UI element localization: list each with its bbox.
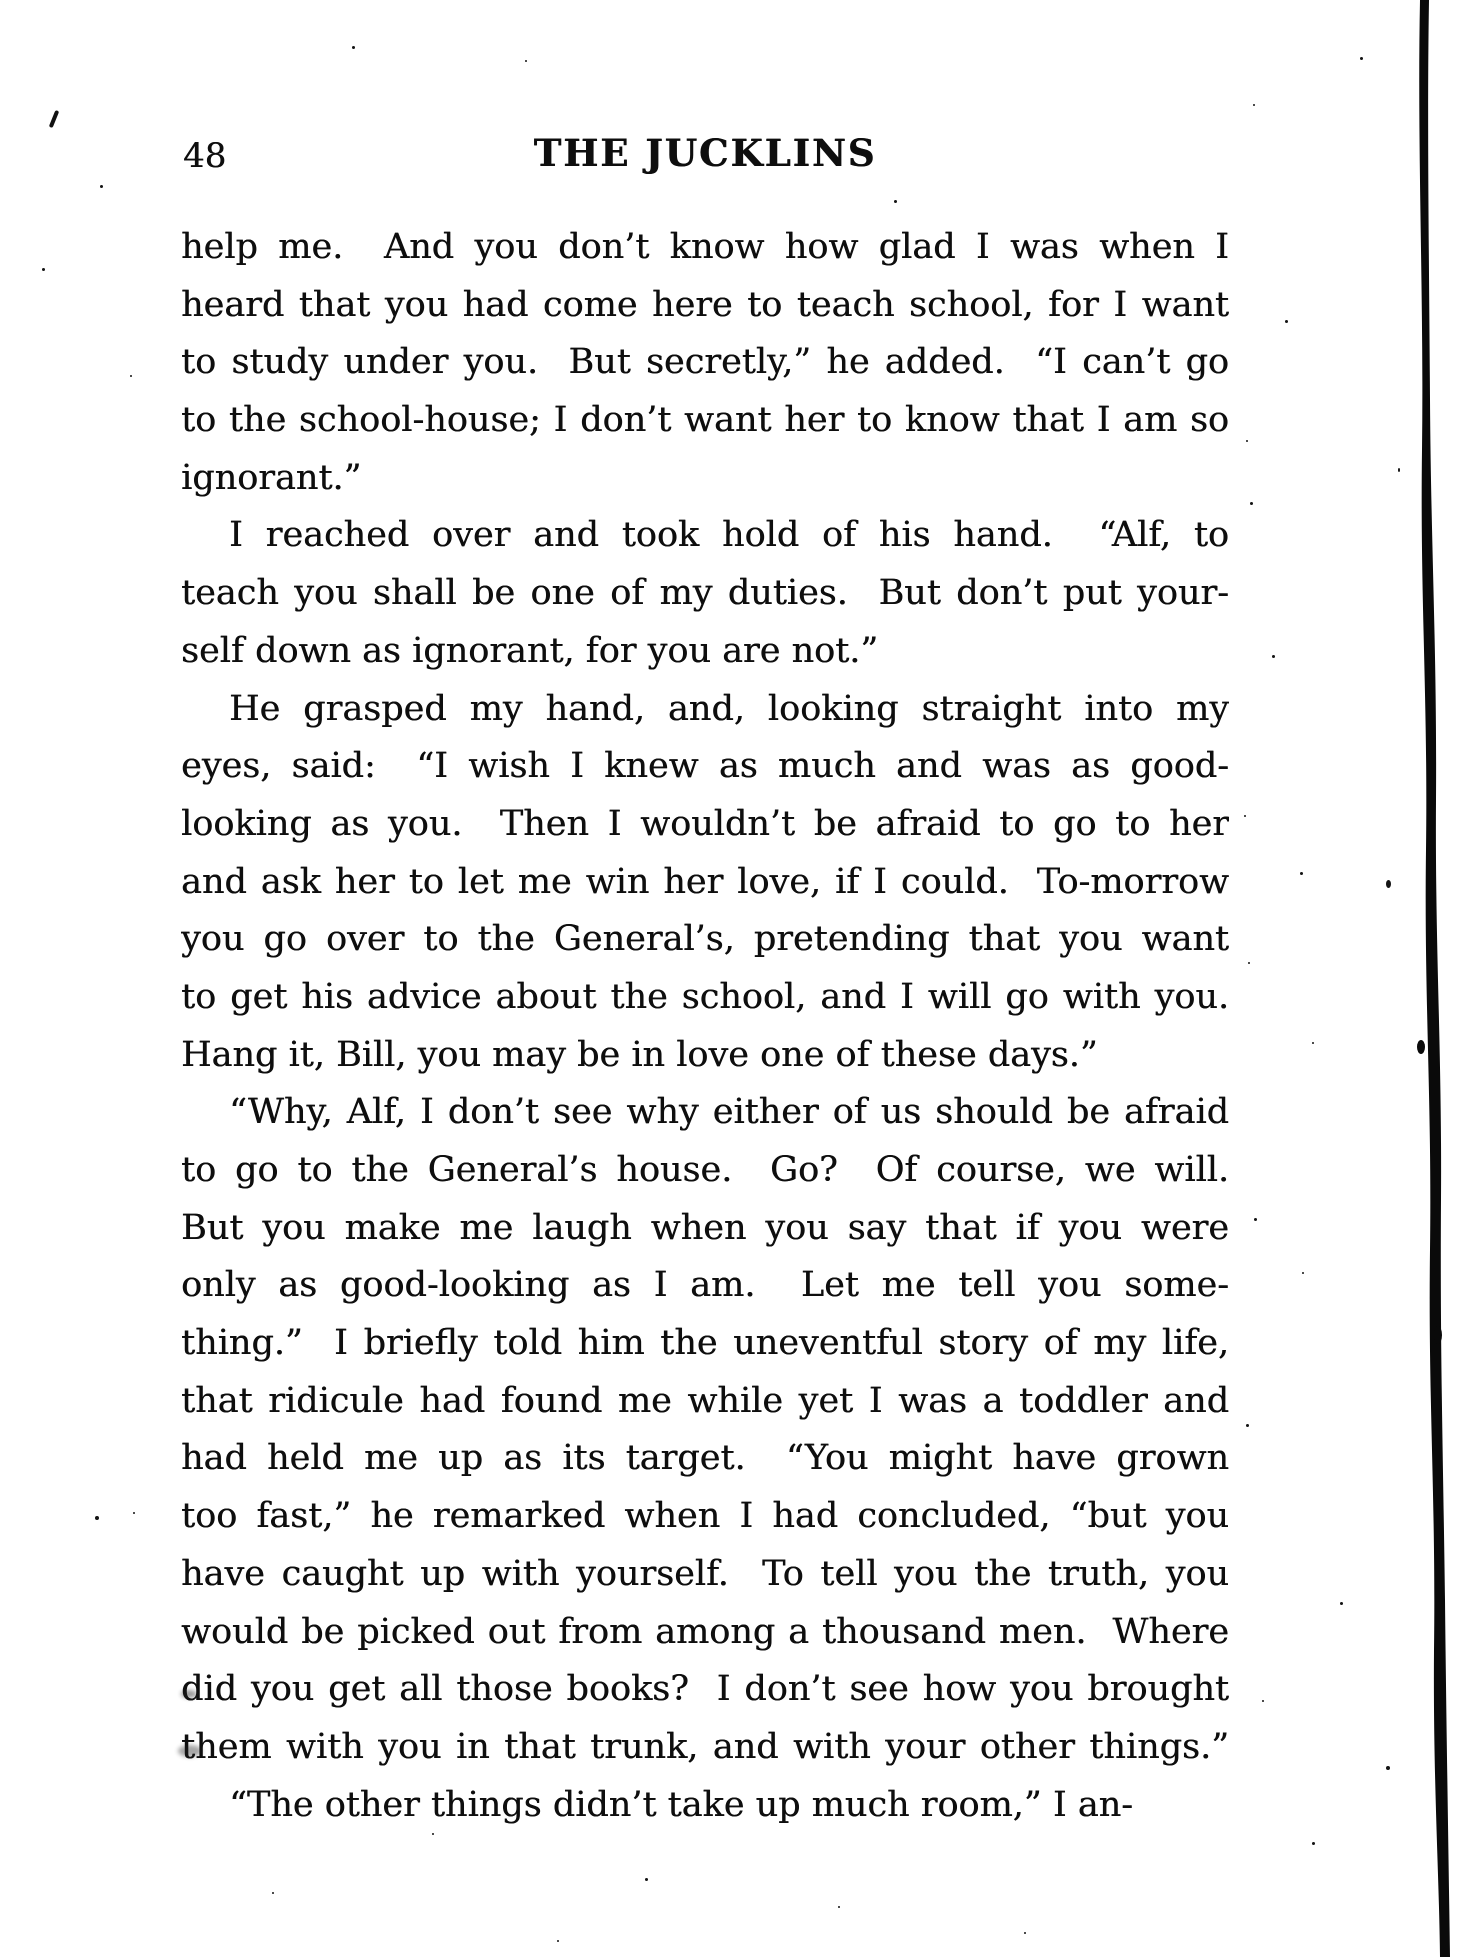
text-line: looking as you. Then I wouldn’t be afraid to go to her: [181, 803, 1229, 844]
page-number: 48: [183, 136, 227, 176]
text-line: I reached over and took hold of his hand. “Alf, to: [229, 515, 1229, 556]
text-line: to study under you. But secretly,” he added. “I can’t go: [181, 342, 1229, 383]
text-line: have caught up with yourself. To tell you the truth, you: [181, 1553, 1229, 1594]
text-line: ignorant.”: [181, 457, 362, 498]
text-line: had held me up as its target. “You might have grown: [181, 1438, 1229, 1479]
text-line: that ridicule had found me while yet I was a toddler and: [181, 1380, 1229, 1421]
text-line: did you get all those books? I don’t see how you brought: [181, 1669, 1229, 1710]
text-line: help me. And you don’t know how glad I was when I: [181, 227, 1229, 267]
text-line: to the school-house; I don’t want her to know that I am so: [181, 400, 1229, 441]
text-line: thing.” I briefly told him the uneventful story of my life,: [181, 1323, 1229, 1364]
page-text: [181, 219, 1229, 1834]
text-line: self down as ignorant, for you are not.”: [181, 630, 879, 671]
text-line: too fast,” he remarked when I had concluded, “but you: [181, 1496, 1229, 1537]
running-header-title: THE JUCKLINS: [533, 131, 877, 175]
text-line: “The other things didn’t take up much room,” I an-: [229, 1784, 1134, 1825]
text-line: But you make me laugh when you say that if you were: [181, 1207, 1229, 1248]
text-line: and ask her to let me win her love, if I could. To-morrow: [181, 861, 1229, 902]
text-line: to go to the General’s house. Go? Of course, we will.: [181, 1150, 1229, 1190]
text-line: would be picked out from among a thousand men. Where: [181, 1611, 1229, 1652]
text-line: only as good-looking as I am. Let me tell you some-: [181, 1265, 1229, 1306]
pen-mark: [49, 110, 59, 128]
text-line: them with you in that trunk, and with your other things.”: [181, 1726, 1229, 1767]
text-line: teach you shall be one of my duties. But don’t put your-: [181, 573, 1229, 614]
text-line: you go over to the General’s, pretending that you want: [181, 919, 1229, 960]
text-line: heard that you had come here to teach school, for I want: [181, 284, 1229, 325]
text-line: Hang it, Bill, you may be in love one of these days.”: [181, 1034, 1098, 1075]
text-line: eyes, said: “I wish I knew as much and was as good-: [181, 746, 1229, 787]
text-line: to get his advice about the school, and I will go with you.: [181, 976, 1229, 1017]
binding-gutter-line: [1398, 0, 1457, 1957]
text-line: “Why, Alf, I don’t see why either of us should be afraid: [229, 1092, 1229, 1133]
text-line: He grasped my hand, and, looking straight into my: [229, 688, 1229, 729]
